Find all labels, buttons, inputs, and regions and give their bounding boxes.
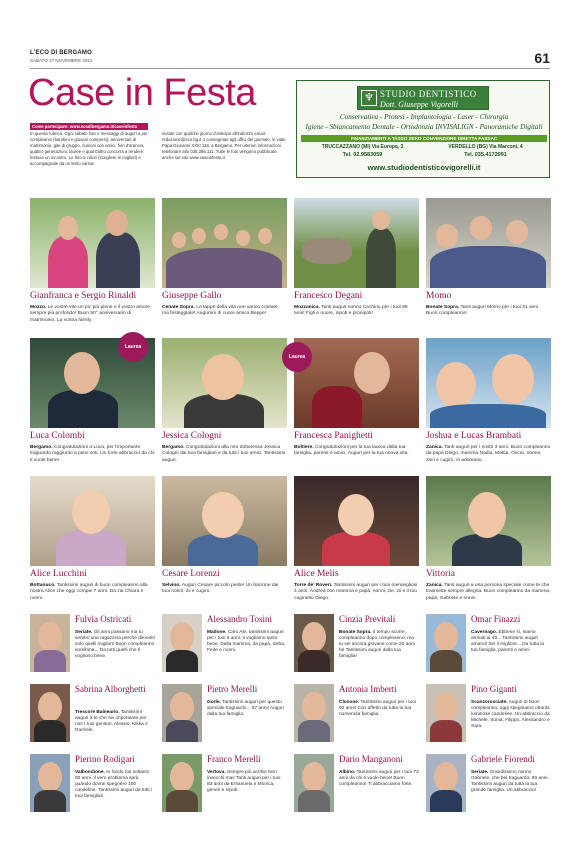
- ad-location-a: TRUCCAZZANO (MI) Via Europa, 3: [321, 144, 404, 150]
- photo: [426, 476, 551, 566]
- card-message: Boltiere. Congratulazioni per la tua laurea dalla tua famiglia, parenti e amici. Auguri per la tua nuova vita.: [294, 445, 409, 457]
- ad-location-b: VERDELLO (BG) Via Marconi, 4: [448, 144, 523, 150]
- photo: [162, 684, 202, 742]
- card-name: Alessandro Tosini: [207, 614, 272, 624]
- card-name: Cesare Lorenzi: [162, 569, 220, 579]
- small-greeting: [294, 754, 419, 818]
- small-greeting: [162, 614, 287, 678]
- card-message: Vertova. Sempre più arzillo! Non invecchi mai! Tanti auguri per i tuoi 83 anni da Emanuela e Monica, generi e nipoti.: [207, 770, 281, 793]
- photo: [30, 198, 155, 288]
- small-greeting: [30, 684, 155, 748]
- small-greeting: [30, 754, 155, 818]
- card-message: Seriate. Grandissimo nonno Gabriele, che bel traguardo: 90 anni. Tantissimi auguri da tutta la tua grande famiglia. Un abbraccio!: [471, 770, 549, 793]
- intro-text-right: inviate con qualche giorno d'anticipo all'indirizzo email: redazione@eco.bg.it o consegnate agli uffici del giornale, in viale Papa Giovanni XXIII 118, a Bergamo. Per ulteriori informazioni telefonare allo 035.386.111. Tutte le foto vengono pubblicate anche sul sito www.caseinfesta.it: [162, 131, 286, 160]
- small-greeting: [30, 614, 155, 678]
- page-title: Case in Festa: [28, 72, 256, 114]
- photo: [426, 754, 466, 812]
- photo: [162, 476, 287, 566]
- photo: [294, 476, 419, 566]
- ad-phone-a: Tel. 02.9583059: [342, 152, 383, 158]
- card-message: Clusone. Tantissimi auguri per i tuoi 90 anni! Con affetto da tutta la tua numerosa famiglia.: [339, 700, 416, 717]
- card-name: Pierino Rodigari: [75, 754, 135, 764]
- card-name: Alice Lucchini: [30, 569, 87, 579]
- photo: [30, 476, 155, 566]
- photo: [162, 198, 287, 288]
- small-greeting: [162, 754, 287, 818]
- card-name: Dario Manganoni: [339, 754, 403, 764]
- card-message: Zanica. Tanti auguri per i vostri 3 anni. Buon compleanno da papà Diego, mamma Nadia, Mattia, Oscar, nonne, zie/i e cugini. Vi adoriamo.: [426, 445, 551, 463]
- card-message: Cavernago. Ebbene sì, siamo arrivati ai 40... Tantissimi auguri amarul! Sei il migliore... Da tutta la tua famiglia, parenti e amici.: [471, 630, 545, 653]
- card-name: Francesca Panighetti: [294, 431, 373, 441]
- photo: [426, 198, 551, 288]
- photo: [426, 614, 466, 672]
- card-name: Vittoria: [426, 569, 455, 579]
- photo: [30, 754, 70, 812]
- dental-ad[interactable]: [296, 80, 550, 178]
- ad-services-1: Conservativa - Protesi - Implantologia - Laser - Chirurgia: [339, 113, 509, 121]
- small-greeting: [294, 614, 419, 678]
- photo: [30, 614, 70, 672]
- card-message: Trescore Balneario. Tantissimi auguri a te che sei importante per noi! I tuoi genitori, Alessio, Kikka e Rachele.: [75, 710, 148, 733]
- card-name: Cinzia Previtali: [339, 614, 396, 624]
- photo: [294, 684, 334, 742]
- masthead-rule: [30, 68, 550, 69]
- tooth-icon: ♆: [361, 90, 377, 106]
- ad-logo-line2: Dott. Giuseppe Vigorelli: [380, 100, 458, 109]
- card-name: Gianfranca e Sergio Rinaldi: [30, 291, 137, 301]
- card-message: Selvino. Auguri Cesare piccolo peste! Un bacione dai tuoi nonni, zii e cugini.: [162, 583, 279, 595]
- issue-date: SABATO 27 NOVEMBRE 2021: [30, 58, 93, 63]
- photo: [162, 614, 202, 672]
- card-message: Bergamo. Congratulazioni a Luca, per l'importante traguardo raggiunto a pieni voti. Un forte abbraccio da chi ti vuole bene!: [30, 445, 155, 463]
- photo: [294, 198, 419, 288]
- ad-website[interactable]: www.studiodentisticovigorelli.it: [367, 163, 481, 172]
- card-message: Mozzo. Le vostre vite un po' più piene e il vostro amore sempre più profondo! Buon 50° anniversario di matrimonio. La vostra family.: [30, 305, 151, 323]
- page-number: 61: [534, 50, 550, 66]
- card-message: Seriate. Gli anni passano ma tu sembri una ragazzina perché dimostri solo quelli migliori! Buon compleanno sorellona... Da tutti quelli che ti vogliono bene.: [75, 630, 155, 659]
- card-name: Antonia Imberti: [339, 684, 397, 694]
- card-name: Omar Finazzi: [471, 614, 521, 624]
- card-name: Jessica Cologni: [162, 431, 222, 441]
- card-message: Valbondione. In fondo hai soltanto 80 anni. Il vero problema sarà quando dovrai spegnere 100 candeline. Tantissimi auguri da tutti i tuoi famigliari.: [75, 770, 152, 799]
- card-message: Bonate Sopra. Il tempo scorre, compleanno dopo compleanno, ma tu sei ancora giovane come 20 anni fa! Tantissimi auguri dalla tua famiglia!: [339, 630, 415, 659]
- card-message: Bonate Sopra. Tanti auguri Momo per i tuoi 31 anni. Buon compleanno!: [426, 305, 540, 317]
- card-name: Giuseppe Gallo: [162, 291, 222, 301]
- ad-logo: [357, 86, 489, 110]
- small-greeting: [162, 684, 287, 748]
- card-name: Fulvia Ostricati: [75, 614, 132, 624]
- intro-text-left: In questa rubrica. Ogni sabato foto e messaggi di auguri a per compleanni (bambini e giovani compresi), anniversari di matrimonio, gite di gruppo, riunioni con amici, fiori d'arancio, quattro generazioni, lauree e quant'altro concorra a rendere festoso un incontro. Le foto a colori (scegliete le migliori) e accompagnate da un testo varrae: [30, 131, 148, 166]
- ad-logo-line1: STUDIO DENTISTICO: [380, 89, 477, 99]
- ad-services-2: Igiene - Sbiancamento Dentale - Ortodonzia INVISALIGN - Panoramiche Digitali: [305, 123, 543, 131]
- laurea-badge: Laurea: [282, 342, 312, 372]
- photo: [426, 684, 466, 742]
- card-name: Luca Colombi: [30, 431, 85, 441]
- card-message: Zanica. Tanti auguri a una persona speciale come te che trasmette sempre allegria. Buon compleanno da mamma, papà, Gabriele e nonni.: [426, 583, 551, 601]
- photo: [162, 754, 202, 812]
- card-name: Franco Merelli: [207, 754, 261, 764]
- ad-phone-b: Tel. 035.4172991: [464, 152, 507, 158]
- card-name: Francesco Degani: [294, 291, 363, 301]
- newspaper-brand: L'ECO DI BERGAMO: [30, 50, 92, 56]
- card-name: Pino Giganti: [471, 684, 517, 694]
- photo: [294, 338, 419, 428]
- small-greeting: [294, 684, 419, 748]
- card-message: Albino. Tantissimi auguri per i tuoi 73 anni da chi ti vuole bene! Buon compleanno! Ti abbracciamo forte.: [339, 770, 419, 787]
- card-message: Bergamo. Congratulazioni alla neo dottoressa Jessica Cologni dai tuoi famigliari e da tutti i tuoi amici. Tantissimi auguri.: [162, 445, 286, 463]
- card-message: Gorle. Tantissimi auguri per questo speciale traguardo... 87 anni! Auguri dalla tua famiglia.: [207, 700, 284, 717]
- photo: [162, 338, 287, 428]
- card-message: Bottanuco. Tantissimi auguri di buon compleanno alla nostra Alice che oggi compie 7 anni. Da zia Chiara e nonni.: [30, 583, 148, 601]
- small-greeting: [426, 684, 551, 748]
- photo: [294, 754, 334, 812]
- laurea-badge: Laurea: [118, 332, 148, 362]
- card-message: Madone. Caro Ale, tantissimi auguri per i tuoi 6 anni, ti vogliamo tanto bene. Dalla mamma, da papà, Seba, Fede e nonni.: [207, 630, 286, 653]
- card-name: Pietro Merelli: [207, 684, 258, 694]
- masthead: [30, 50, 550, 70]
- card-name: Gabriele Fiorendi: [471, 754, 535, 764]
- ad-financing-stripe: FINANZIAMENTI A TASSO ZERO CONVENZIONE DIRETTA FASDAC: [301, 135, 547, 142]
- card-message: Mozzanica. Tanti auguri nonno Cechino per i tuoi 99 anni! Figli e nuore, nipoti e pronipoti!: [294, 305, 408, 317]
- card-name: Alice Melis: [294, 569, 339, 579]
- photo: [426, 338, 551, 428]
- card-message: Cenate Sopra. Le tappe della vita non vanno contate, ma festeggiate! Auguroni di cuore amico Beppe!: [162, 305, 279, 317]
- photo: [294, 614, 334, 672]
- small-greeting: [426, 614, 551, 678]
- small-greeting: [426, 754, 551, 818]
- card-name: Sabrina Alborghetti: [75, 684, 146, 694]
- participation-banner[interactable]: Come partecipare: www.ecodibergamo.it/caseinfesta: [30, 123, 148, 130]
- card-message: Torre de' Roveri. Tantissimi auguri per i tuoi meravigliosi 4 anni. Andrea con mamma e papà, nonni, zie, zii e il tuo cuginetto Diego.: [294, 583, 418, 601]
- photo: [30, 684, 70, 742]
- card-name: Joshua e Lucas Brambati: [426, 431, 522, 441]
- card-name: Momo: [426, 291, 452, 301]
- card-message: Scanzorosciate. Auguri di buon compleanno, oggi spegniamo ottanta luminose candeline. Un abbraccio da Michele, Sonia, Filippo, Alessandro e Sara.: [471, 700, 550, 729]
